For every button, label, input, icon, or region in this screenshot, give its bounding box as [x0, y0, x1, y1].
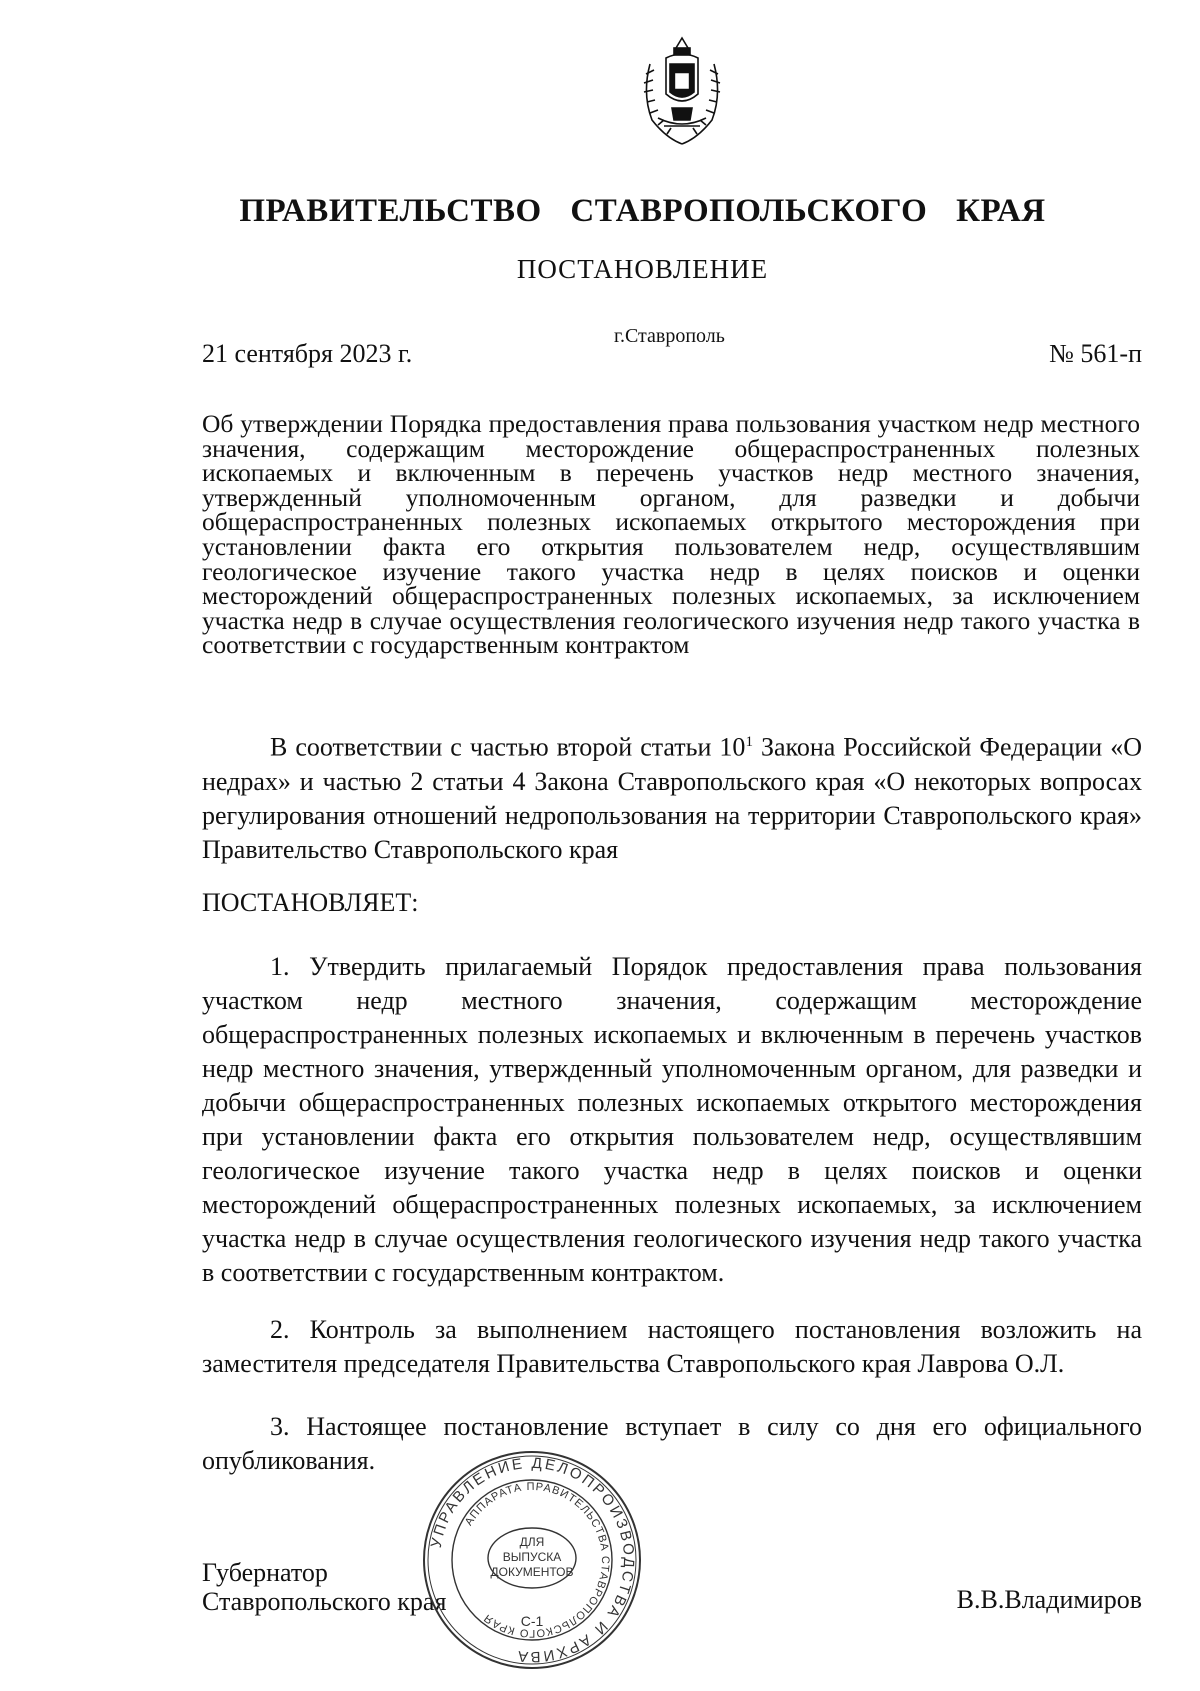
preamble-paragraph	[202, 725, 1142, 867]
document-subject: Об утверждении Порядка предоставления права пользования участком недр местного значения, содержащим месторождение общераспространенных полезных ископаемых и включенным в перечень участков недр местного значения, утвержденный уполномоченным органом, для разведки и добычи общераспространенных полезных ископаемых открытого месторождения при установлении факта его открытия пользователем недр, осуществлявшим геологическое изучение такого участка недр в целях поисков и оценки месторождений общераспространенных полезных ископаемых, за исключением участка недр в случае осуществления геологического изучения недр такого участка в соответствии с государственным контрактом	[202, 409, 1140, 660]
signatory-name: В.В.Владимиров	[956, 1585, 1142, 1614]
document-type: ПОСТАНОВЛЕНИЕ	[516, 254, 769, 284]
item-2-paragraph	[202, 1313, 1142, 1381]
document-date: 21 сентября 2023 г.	[202, 339, 413, 368]
item-1-paragraph	[202, 950, 1142, 1290]
stamp-center-line2: ВЫПУСКА	[502, 1550, 562, 1564]
stamp-outer-text: УПРАВЛЕНИЕ ДЕЛОПРОИЗВОДСТВА И АРХИВА	[427, 1454, 638, 1666]
signatory-title-line1: Губернатор	[202, 1558, 328, 1587]
item-2-text: 2. Контроль за выполнением настоящего постановления возложить на заместителя председателя Правительства Ставропольского края Лаврова О.Л.	[202, 1315, 1142, 1378]
stamp-code: С-1	[520, 1613, 544, 1629]
document-city: г.Ставрополь	[614, 325, 725, 347]
signatory-title	[202, 1558, 446, 1616]
stamp-center-line3: ДОКУМЕНТОВ	[490, 1565, 574, 1579]
stamp-inner-text: АППАРАТА ПРАВИТЕЛЬСТВА СТАВРОПОЛЬСКОГО КРАЯ	[462, 1480, 612, 1640]
document-number: № 561-п	[1049, 339, 1142, 368]
organization-title: ПРАВИТЕЛЬСТВО СТАВРОПОЛЬСКОГО КРАЯ	[239, 193, 1046, 229]
official-stamp	[418, 1446, 646, 1674]
stamp-center-line1: ДЛЯ	[519, 1535, 545, 1549]
item-3-text: 3. Настоящее постановление вступает в силу со дня его официального опубликования.	[202, 1412, 1142, 1475]
preamble-superscript: 1	[745, 734, 753, 750]
item-1-text: 1. Утвердить прилагаемый Порядок предоставления права пользования участком недр местного значения, содержащим месторождение общераспространенных полезных ископаемых и включенным в перечень участков недр местного значения, утвержденный уполномоченным органом, для разведки и добычи общераспространенных полезных ископаемых открытого месторождения при установлении факта его открытия пользователем недр, осуществлявшим геологическое изучение такого участка недр в целях поисков и оценки месторождений общераспространенных полезных ископаемых, за исключением участка недр в случае осуществления геологического изучения недр такого участка в соответствии с государственным контрактом.	[202, 952, 1142, 1287]
preamble-text-start: В соответствии с частью второй статьи 10	[270, 732, 746, 762]
item-3-paragraph	[202, 1410, 1142, 1478]
signatory-title-line2: Ставропольского края	[202, 1587, 447, 1616]
coat-of-arms-emblem	[636, 34, 728, 152]
decree-word: ПОСТАНОВЛЯЕТ:	[202, 888, 419, 917]
preamble-text-end: Закона Российской Федерации «О недрах» и частью 2 статьи 4 Закона Ставропольского края «О некоторых вопросах регулирования отношений недропользования на территории Ставропольского края» Правительство Ставропольского края	[202, 732, 1143, 864]
